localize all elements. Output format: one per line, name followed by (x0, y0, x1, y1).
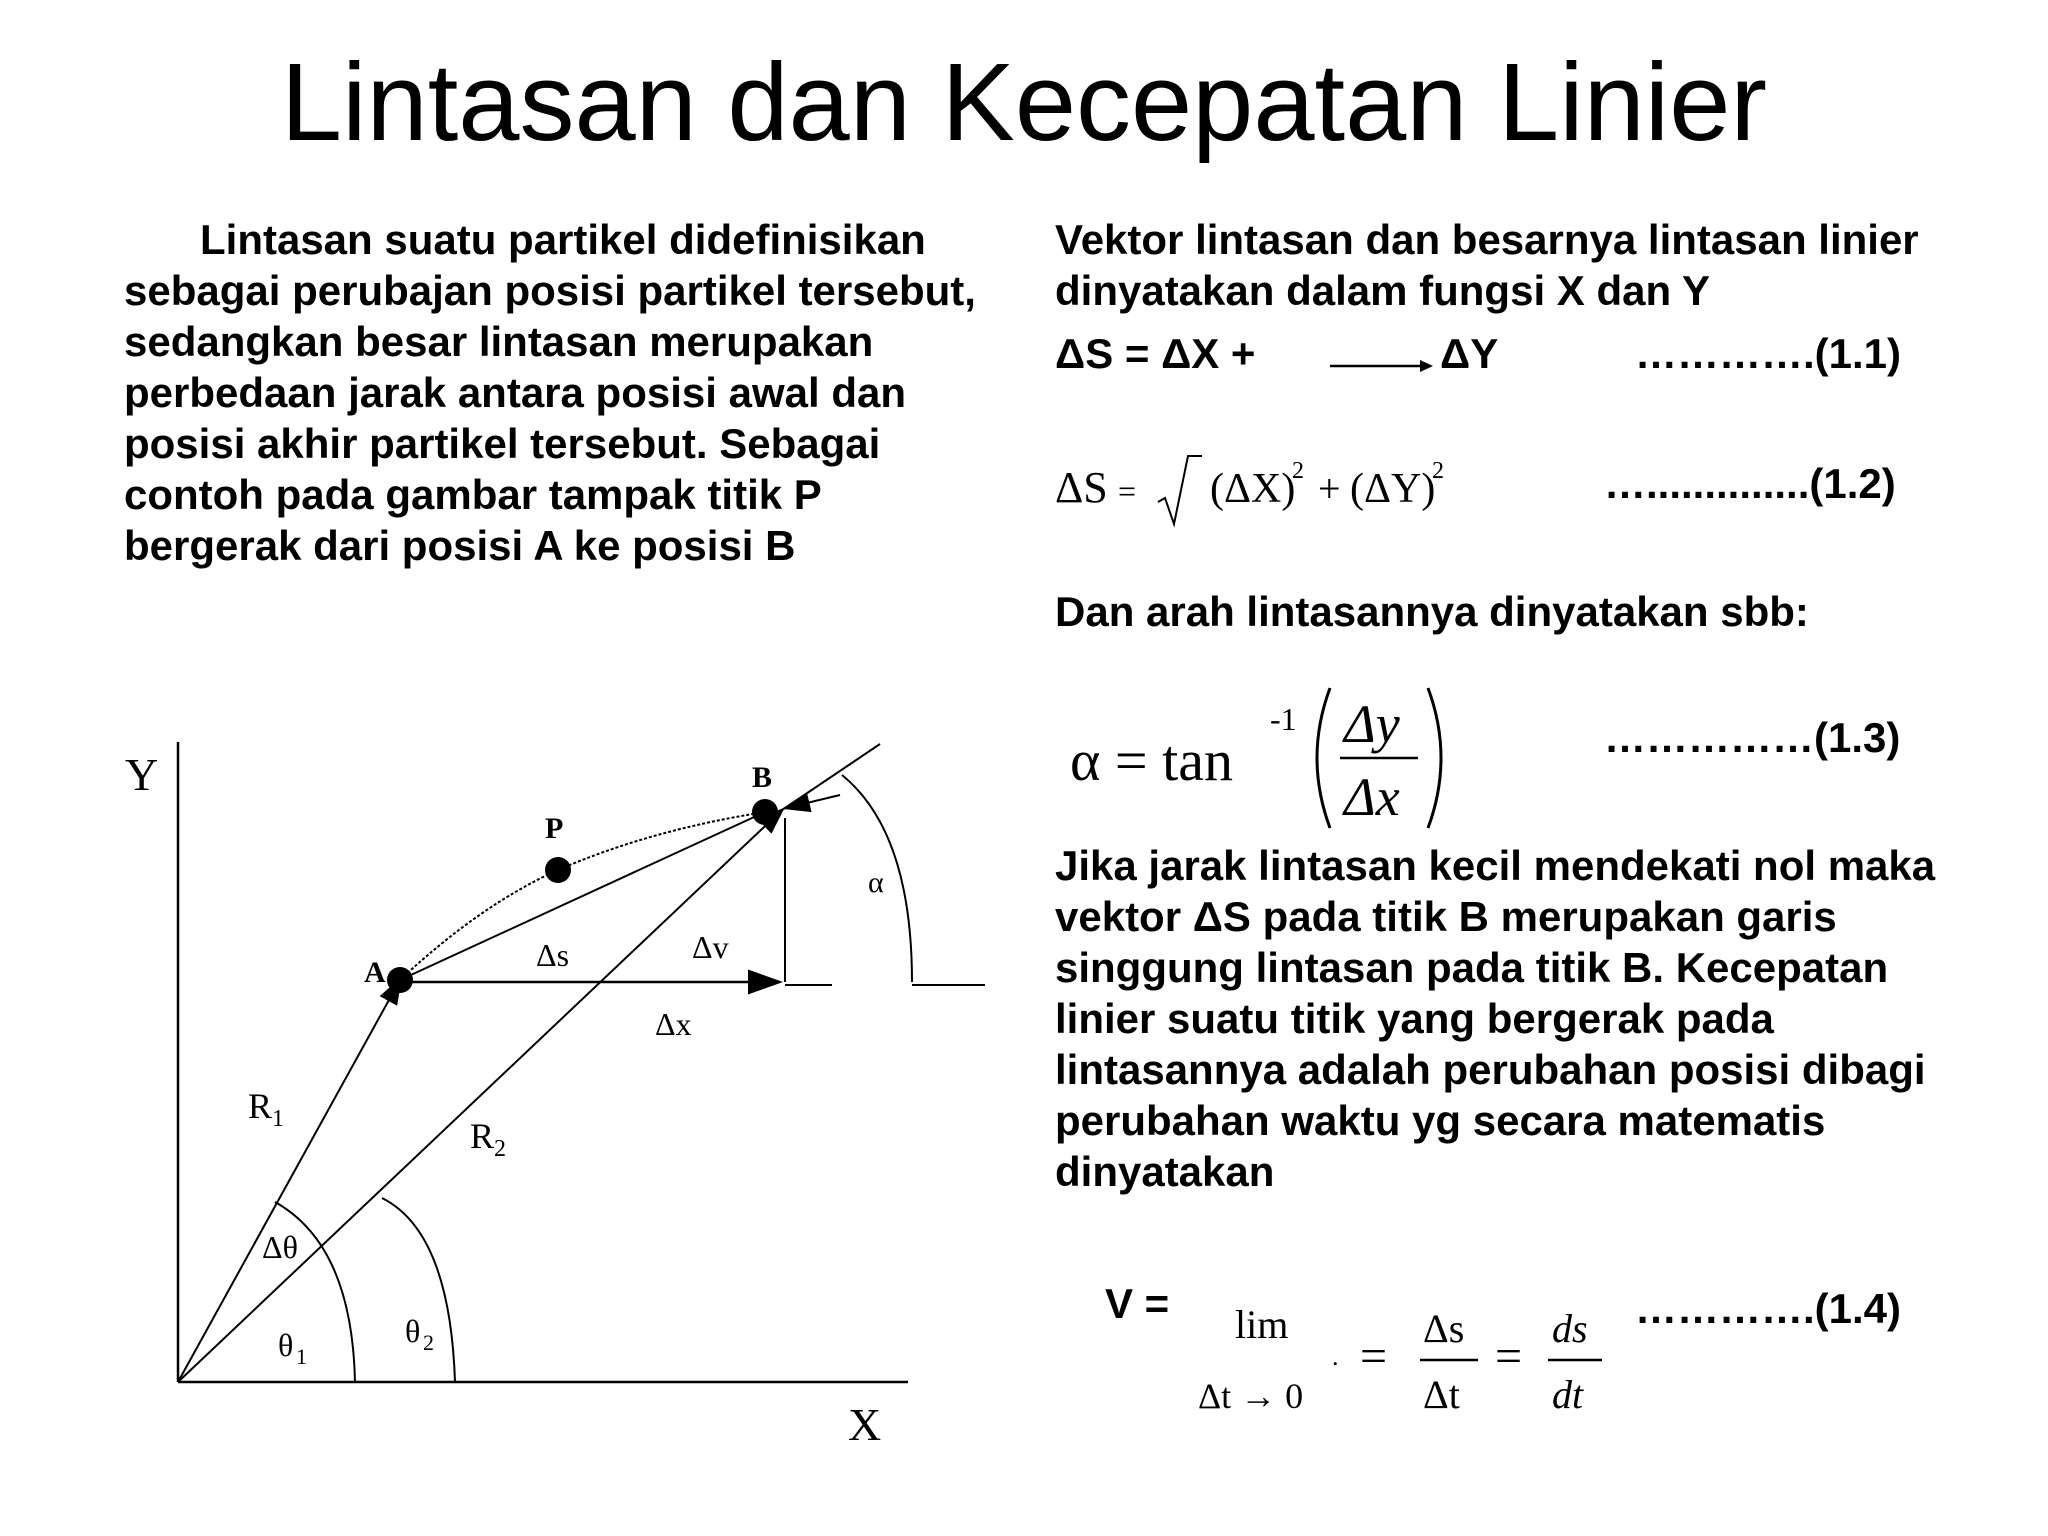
theta1-subscript: 1 (296, 1344, 307, 1369)
axis-x-label: X (848, 1399, 882, 1450)
velocity-label: V = (1105, 1280, 1170, 1327)
equation-1-3 (1060, 680, 1460, 840)
eq3-denominator: Δx (1344, 767, 1400, 827)
eq4-frac2-den: dt (1552, 1372, 1584, 1417)
equation-1-1-rhs: ΔY (1440, 330, 1499, 377)
direction-text: Dan arah lintasannya dinyatakan sbb: (1055, 588, 1809, 635)
eq4-eq2: = (1495, 1330, 1523, 1383)
equation-1-1 (1055, 330, 1255, 378)
eq4-eq1: = (1360, 1330, 1388, 1383)
equation-1-2-ref: …..............(1.2) (1604, 460, 1896, 507)
axis-y-label: Y (125, 749, 159, 800)
eq2-lhs: ΔS (1055, 463, 1108, 512)
theta2-label: θ (405, 1313, 421, 1349)
eq2-x-term: (ΔX) (1210, 466, 1296, 512)
eq4-lim: lim (1235, 1302, 1289, 1347)
r2-subscript: 2 (494, 1136, 506, 1162)
limit-paragraph: Jika jarak lintasan kecil mendekati nol maka vektor ΔS pada titik B merupakan garis singgung lintasan pada titik B. Kecepatan linier suatu titik yang bergerak pada lintasannya adalah perubahan posisi dibagi perubahan waktu yg secara matematis dinyatakan (1055, 842, 1936, 1195)
equation-1-2 (1050, 440, 1470, 530)
eq2-x-power: 2 (1292, 458, 1304, 484)
r1-label: R (248, 1086, 273, 1126)
theta1-label: θ (278, 1327, 294, 1363)
equation-1-3-ref: ……………(1.3) (1604, 714, 1901, 761)
point-p-label: P (545, 812, 564, 845)
eq4-frac1-den: Δt (1423, 1372, 1460, 1417)
point-p-marker (545, 857, 571, 883)
eq4-frac1-num: Δs (1423, 1306, 1465, 1351)
point-b-label: B (752, 761, 773, 794)
eq4-dot: . (1332, 1342, 1339, 1371)
left-paren-icon (1317, 688, 1330, 828)
delta-v-label: Δv (692, 929, 729, 965)
definition-paragraph: Lintasan suatu partikel didefinisikan sebagai perubajan posisi partikel tersebut, sedangkan besar lintasan merupakan perbedaan jarak antara posisi awal dan posisi akhir partikel tersebut. Sebagai contoh pada gambar tampak titik P bergerak dari posisi A ke posisi B (124, 216, 976, 569)
vector-r1 (178, 980, 400, 1382)
vector-arrow-icon (1325, 350, 1435, 380)
trajectory-diagram (0, 0, 1000, 1536)
right-paren-icon (1428, 688, 1441, 828)
alpha-label: α (868, 866, 884, 899)
point-a-marker (387, 967, 413, 993)
r2-label: R (470, 1116, 495, 1156)
equation-1-1-lhs: ΔS = ΔX + (1055, 330, 1256, 377)
eq3-numerator: Δy (1344, 694, 1400, 754)
delta-s-label: Δs (536, 937, 570, 973)
equation-1-4 (1190, 1290, 1630, 1440)
point-b-marker (752, 799, 778, 825)
eq2-y-term: (ΔY) (1350, 466, 1436, 512)
delta-x-label: Δx (655, 1006, 692, 1042)
eq4-frac2-num: ds (1552, 1306, 1588, 1351)
theta2-arc (382, 1198, 455, 1382)
delta-theta-label: Δθ (262, 1229, 298, 1265)
page-title: Lintasan dan Kecepatan Linier (280, 41, 1768, 164)
theta2-subscript: 2 (423, 1330, 434, 1355)
eq2-plus: + (1318, 466, 1341, 511)
equation-1-1-ref: ………….(1.1) (1635, 330, 1902, 377)
eq2-y-power: 2 (1432, 458, 1444, 484)
eq3-alpha-tan: α = tan (1070, 728, 1233, 793)
eq2-eqsign: = (1118, 473, 1137, 509)
eq4-sub: Δt → 0 (1198, 1376, 1304, 1416)
r1-subscript: 1 (272, 1106, 284, 1132)
point-a-label: A (364, 956, 386, 989)
sqrt-icon (1158, 456, 1202, 524)
eq3-power: -1 (1270, 701, 1297, 737)
equation-1-4-ref: ………….(1.4) (1635, 1285, 1902, 1332)
vector-intro-text: Vektor lintasan dan besarnya lintasan linier dinyatakan dalam fungsi X dan Y (1055, 216, 1919, 314)
